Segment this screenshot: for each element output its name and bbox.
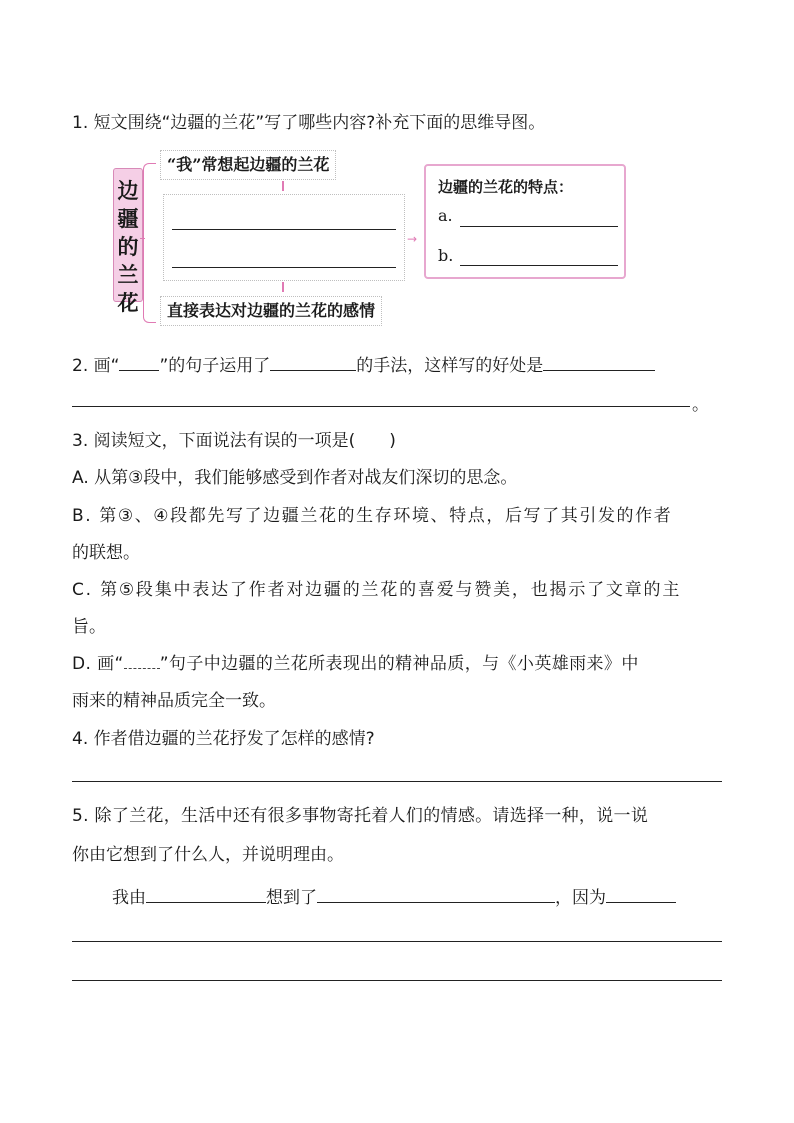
answer-line[interactable] [72, 980, 722, 981]
q2-text: 2. 画“ [72, 356, 120, 376]
question-3-stem: 3. 阅读短文，下面说法有误的一项是( ) [72, 431, 396, 451]
question-2 [72, 352, 655, 378]
q2-end: 。 [692, 395, 709, 415]
feature-b-blank[interactable] [460, 265, 618, 266]
feature-b-label: b. [438, 246, 454, 265]
option-b: B. 第③、④段都先写了边疆兰花的生存环境、特点，后写了其引发的作者 [72, 506, 673, 526]
q5-text: ，因为 [555, 888, 606, 908]
mindmap-features-box [424, 164, 626, 279]
root-char: 兰 [117, 262, 139, 287]
root-char: 疆 [117, 206, 139, 231]
option-d-text: ”句子中边疆的兰花所表现出的精神品质，与《小英雄雨来》中 [159, 654, 639, 674]
q2-text: ”的句子运用了 [159, 356, 271, 376]
answer-blank[interactable] [146, 884, 266, 903]
mindmap-connector [282, 282, 284, 292]
answer-line[interactable] [72, 406, 690, 407]
mindmap-top-node: “我”常想起边疆的兰花 [160, 150, 336, 180]
q5-text: 想到了 [266, 888, 317, 908]
q2-text: 的手法，这样写的好处是 [356, 356, 544, 376]
features-title: 边疆的兰花的特点： [438, 178, 574, 196]
feature-a-label: a. [438, 206, 453, 225]
underline-marker [119, 352, 159, 371]
option-c-cont: 旨。 [72, 617, 106, 637]
option-d [72, 652, 639, 676]
question-4: 4. 作者借边疆的兰花抒发了怎样的感情? [72, 729, 375, 749]
arrow-right-icon: → [407, 232, 418, 246]
option-b-cont: 的联想。 [72, 543, 140, 563]
mindmap-connector [282, 181, 284, 191]
answer-blank[interactable] [543, 352, 655, 371]
root-char: 的 [117, 234, 139, 259]
answer-blank[interactable] [270, 352, 356, 371]
mindmap-brace [143, 163, 156, 323]
answer-line[interactable] [72, 781, 722, 782]
question-5-cont: 你由它想到了什么人，并说明理由。 [72, 845, 344, 865]
answer-blank[interactable] [172, 229, 396, 230]
option-d-cont: 雨来的精神品质完全一致。 [72, 691, 276, 711]
question-5: 5. 除了兰花，生活中还有很多事物寄托着人们的情感。请选择一种，说一说 [72, 806, 649, 826]
answer-line[interactable] [72, 941, 722, 942]
mindmap-bottom-node: 直接表达对边疆的兰花的感情 [160, 296, 382, 326]
wavy-underline-marker [124, 652, 160, 669]
q5-fill-line [112, 884, 676, 910]
option-d-text: D. 画“ [72, 654, 124, 674]
answer-blank[interactable] [606, 884, 676, 903]
mindmap-root [113, 168, 143, 315]
q5-text: 我由 [112, 888, 146, 908]
mindmap-middle-node [163, 194, 405, 281]
mindmap-brace-connector [140, 238, 145, 239]
option-c: C. 第⑤段集中表达了作者对边疆的兰花的喜爱与赞美，也揭示了文章的主 [72, 580, 682, 600]
answer-blank[interactable] [317, 884, 555, 903]
option-a: A. 从第③段中，我们能够感受到作者对战友们深切的思念。 [72, 468, 518, 488]
root-char: 边 [117, 178, 139, 203]
feature-a-blank[interactable] [460, 226, 618, 227]
question-1: 1. 短文围绕“边疆的兰花”写了哪些内容?补充下面的思维导图。 [72, 113, 546, 133]
root-char: 花 [117, 290, 139, 315]
answer-blank[interactable] [172, 267, 396, 268]
